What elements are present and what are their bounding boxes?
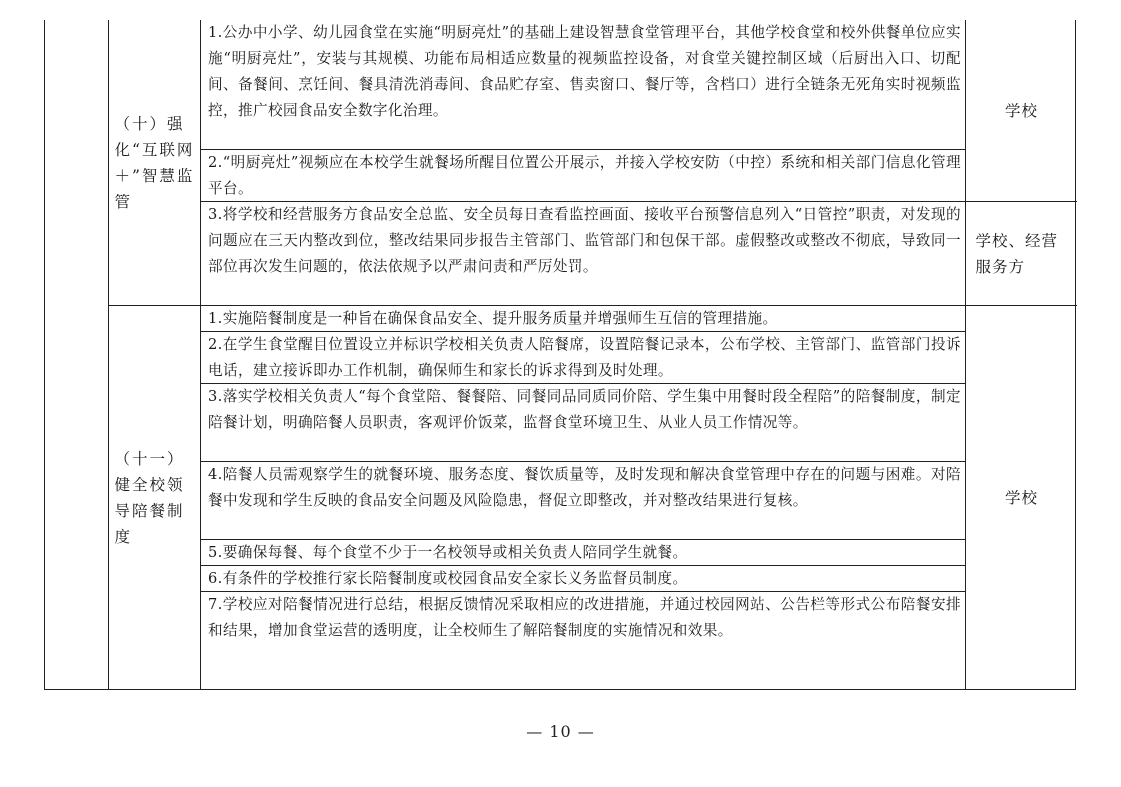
table-row: 3.落实学校相关负责人“每个食堂陪、餐餐陪、同餐同品同质同价陪、学生集中用餐时段全程陪”的陪餐制度，制定陪餐计划，明确陪餐人员职责，客观评价饭菜，监督食堂环境卫生、从业人员工作情况等。 — [201, 384, 965, 462]
table-row: 3.将学校和经营服务方食品安全总监、安全员每日查看监控画面、接收平台预警信息列入“日管控”职责，对发现的问题应在三天内整改到位，整改结果同步报告主管部门、监管部门和包保干部。虚假整改或整改不彻底，导致同一部位再次发生问题的，依法依规予以严肃问责和严厉处罚。 — [201, 202, 966, 306]
table-row: 1.公办中小学、幼儿园食堂在实施“明厨亮灶”的基础上建设智慧食堂管理平台，其他学校食堂和校外供餐单位应实施“明厨亮灶”，安装与其规模、功能布局相适应数量的视频监控设备，对食堂关键控制区域（后厨出入口、切配间、备餐间、烹饪间、餐具清洗消毒间、食品贮存室、售卖窗口、餐厅等，含档口）进行全链条无死角实时视频监控，推广校园食品安全数字化治理。 — [201, 20, 966, 150]
responsible-party: 学校 — [966, 20, 1077, 202]
table-row: 4.陪餐人员需观察学生的就餐环境、服务态度、餐饮质量等，及时发现和解决食堂管理中存在的问题与困难。对陪餐中发现和学生反映的食品安全问题及风险隐患，督促立即整改，并对整改结果进行复核。 — [201, 462, 965, 540]
page-number: — 10 — — [526, 722, 595, 741]
section-11-items — [201, 306, 966, 689]
table-row: 2.在学生食堂醒目位置设立并标识学校相关负责人陪餐席，设置陪餐记录本，公布学校、主管部门、监管部门投诉电话，建立接诉即办工作机制，确保师生和家长的诉求得到及时处理。 — [201, 332, 965, 384]
category-accompany-meal — [109, 306, 201, 689]
table-row: 2.“明厨亮灶”视频应在本校学生就餐场所醒目位置公开展示，并接入学校安防（中控）系统和相关部门信息化管理平台。 — [201, 150, 966, 202]
table-row: 1.实施陪餐制度是一种旨在确保食品安全、提升服务质量并增强师生互信的管理措施。 — [201, 306, 965, 332]
responsible-party: 学校 — [1004, 488, 1038, 507]
category-label: （十一）健全校领导陪餐制度 — [114, 449, 185, 546]
category-label: （十）强化“互联网＋”智慧监管 — [114, 114, 195, 211]
category-smart-supervision — [109, 20, 201, 306]
table-row: 7.学校应对陪餐情况进行总结，根据反馈情况采取相应的改进措施，并通过校园网站、公告栏等形式公布陪餐安排和结果，增加食堂运营的透明度，让全校师生了解陪餐制度的实施情况和效果。 — [208, 596, 961, 639]
measures-table — [44, 20, 1076, 690]
table-row: 5.要确保每餐、每个食堂不少于一名校领导或相关负责人陪同学生就餐。 — [201, 540, 965, 566]
table-row: 6.有条件的学校推行家长陪餐制度或校园食品安全家长义务监督员制度。 — [201, 566, 965, 592]
left-blank-column — [45, 20, 109, 689]
responsible-party: 学校、经营服务方 — [966, 202, 1077, 306]
